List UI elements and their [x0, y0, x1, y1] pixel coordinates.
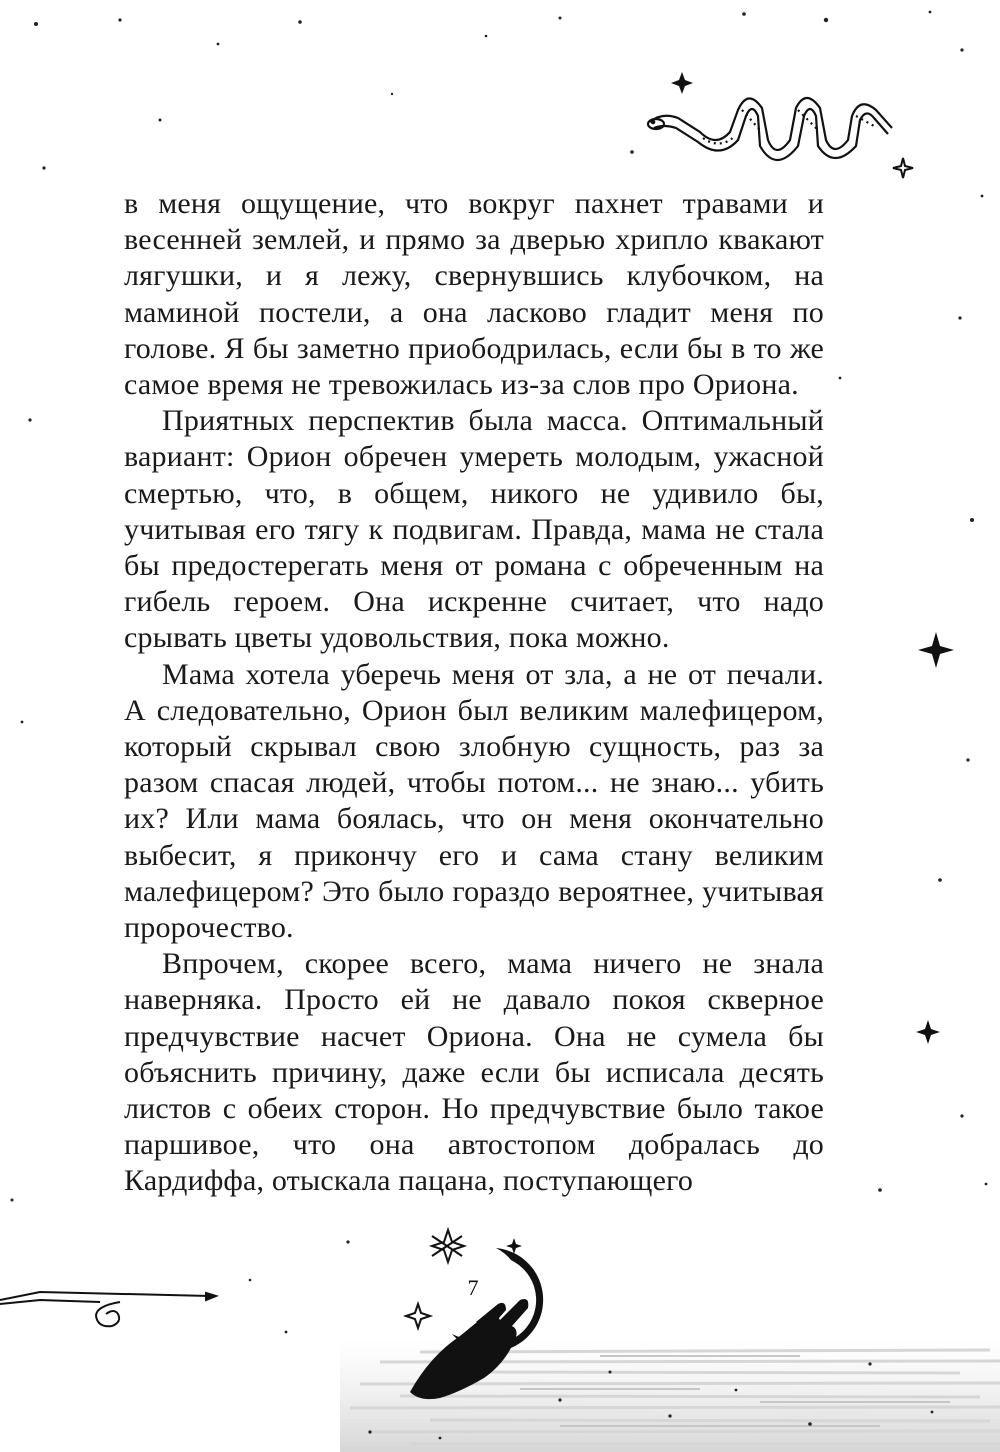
- arrow-flourish-icon: [0, 1292, 216, 1326]
- paragraph: Впрочем, скорее всего, мама ничего не знала наверняка. Просто ей не давало покоя скверное предчувствие насчет Ориона. Она не сумела бы объяснить причину, даже если бы исписала десять листов с обеих сторон. Но предчувствие было такое паршивое, что она автостопом добралась до Кардиффа, отыскала пацана, поступающего: [124, 947, 824, 1198]
- paragraph: Мама хотела уберечь меня от зла, а не от печали. А следовательно, Орион был великим малефицером, который скрывал свою злобную сущность, раз за разом спасая людей, чтобы потом... не знаю... убить их? Или мама боялась, что он меня окончательно выбесит, я прикончу его и сама стану великим малефицером? Это было гораздо вероятнее, учитывая пророчество.: [124, 657, 824, 945]
- page-number: 7: [467, 1275, 479, 1300]
- snake-icon: [648, 98, 892, 160]
- body-text: [124, 186, 824, 1200]
- paragraph: Приятных перспектив была масса. Оптимальный вариант: Орион обречен умереть молодым, ужасной смертью, что, в общем, никого не удивило бы, учитывая его тягу к подвигам. Правда, мама не стала бы предостерегать меня от романа с обреченным на гибель героем. Она искренне считает, что надо срывать цветы удовольствия, пока можно.: [124, 404, 824, 655]
- paragraph: в меня ощущение, что вокруг пахнет травами и весенней землей, и прямо за дверью хрипло квакают лягушки, и я лежу, свернувшись клубочком, на маминой постели, а она ласково гладит меня по голове. Я бы заметно приободрилась, если бы в то же самое время не тревожилась из-за слов про Ориона.: [124, 187, 824, 402]
